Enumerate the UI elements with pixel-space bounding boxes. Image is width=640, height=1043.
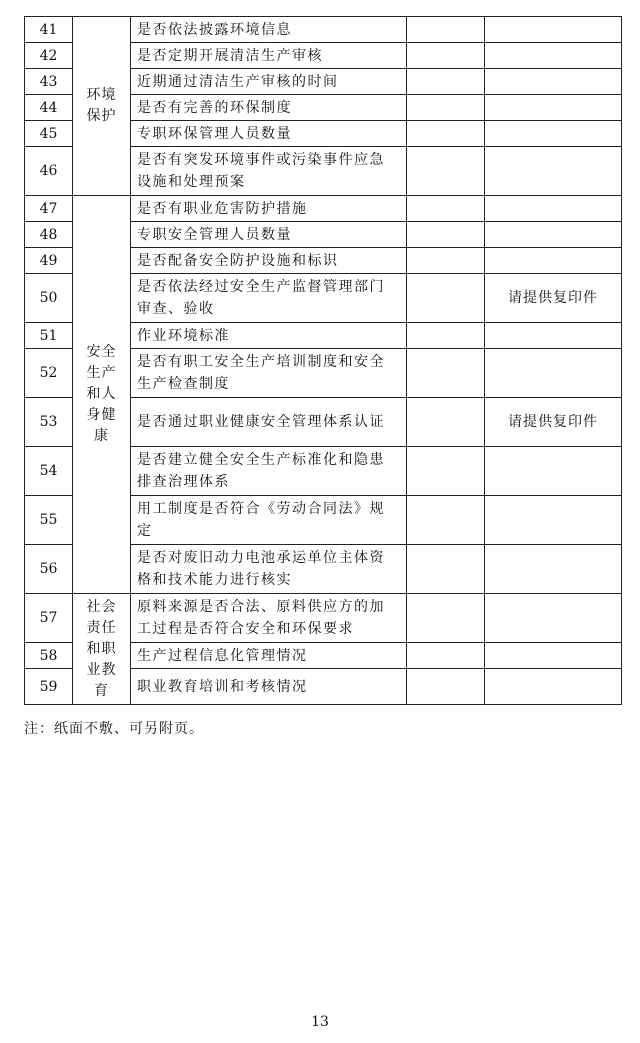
row-item: 原料来源是否合法、原料供应方的加工过程是否符合安全和环保要求 (131, 594, 407, 643)
inspection-table (24, 16, 622, 705)
row-item: 是否定期开展清洁生产审核 (131, 43, 407, 69)
remark-cell: 请提供复印件 (485, 274, 622, 323)
row-item: 是否通过职业健康安全管理体系认证 (131, 398, 407, 447)
category-safety-health: 安全 生产 和人 身健 康 (73, 196, 131, 594)
remark-cell (485, 95, 622, 121)
answer-cell[interactable] (407, 43, 485, 69)
category-social-responsibility: 社会 责任 和职 业教 育 (73, 594, 131, 705)
row-item: 生产过程信息化管理情况 (131, 643, 407, 669)
table-row (25, 196, 622, 222)
answer-cell[interactable] (407, 496, 485, 545)
answer-cell[interactable] (407, 274, 485, 323)
row-number: 46 (25, 147, 73, 196)
answer-cell[interactable] (407, 349, 485, 398)
remark-cell (485, 69, 622, 95)
row-number: 52 (25, 349, 73, 398)
answer-cell[interactable] (407, 594, 485, 643)
answer-cell[interactable] (407, 121, 485, 147)
row-number: 54 (25, 447, 73, 496)
answer-cell[interactable] (407, 95, 485, 121)
table-row (25, 17, 622, 43)
answer-cell[interactable] (407, 222, 485, 248)
row-number: 44 (25, 95, 73, 121)
remark-cell (485, 248, 622, 274)
row-item: 是否有职工安全生产培训制度和安全生产检查制度 (131, 349, 407, 398)
answer-cell[interactable] (407, 17, 485, 43)
row-item: 是否依法经过安全生产监督管理部门审查、验收 (131, 274, 407, 323)
remark-cell: 请提供复印件 (485, 398, 622, 447)
row-number: 49 (25, 248, 73, 274)
remark-cell (485, 147, 622, 196)
row-item: 是否有完善的环保制度 (131, 95, 407, 121)
answer-cell[interactable] (407, 545, 485, 594)
answer-cell[interactable] (407, 669, 485, 705)
answer-cell[interactable] (407, 447, 485, 496)
answer-cell[interactable] (407, 69, 485, 95)
answer-cell[interactable] (407, 643, 485, 669)
row-number: 45 (25, 121, 73, 147)
row-item: 作业环境标准 (131, 323, 407, 349)
row-item: 是否配备安全防护设施和标识 (131, 248, 407, 274)
remark-cell (485, 669, 622, 705)
row-number: 58 (25, 643, 73, 669)
row-number: 50 (25, 274, 73, 323)
remark-cell (485, 545, 622, 594)
row-item: 近期通过清洁生产审核的时间 (131, 69, 407, 95)
remark-cell (485, 323, 622, 349)
row-number: 56 (25, 545, 73, 594)
row-number: 55 (25, 496, 73, 545)
row-item: 专职安全管理人员数量 (131, 222, 407, 248)
row-item: 是否对废旧动力电池承运单位主体资格和技术能力进行核实 (131, 545, 407, 594)
answer-cell[interactable] (407, 248, 485, 274)
table-row (25, 594, 622, 643)
row-number: 53 (25, 398, 73, 447)
answer-cell[interactable] (407, 196, 485, 222)
answer-cell[interactable] (407, 398, 485, 447)
row-item: 是否有突发环境事件或污染事件应急设施和处理预案 (131, 147, 407, 196)
row-number: 43 (25, 69, 73, 95)
answer-cell[interactable] (407, 147, 485, 196)
answer-cell[interactable] (407, 323, 485, 349)
remark-cell (485, 43, 622, 69)
footnote: 注：纸面不敷、可另附页。 (24, 721, 204, 737)
row-number: 57 (25, 594, 73, 643)
row-number: 59 (25, 669, 73, 705)
remark-cell (485, 222, 622, 248)
row-item: 专职环保管理人员数量 (131, 121, 407, 147)
page-number: 13 (311, 1014, 329, 1030)
row-item: 是否有职业危害防护措施 (131, 196, 407, 222)
row-number: 42 (25, 43, 73, 69)
row-number: 47 (25, 196, 73, 222)
row-number: 41 (25, 17, 73, 43)
remark-cell (485, 17, 622, 43)
remark-cell (485, 447, 622, 496)
remark-cell (485, 496, 622, 545)
row-item: 是否建立健全安全生产标准化和隐患排查治理体系 (131, 447, 407, 496)
row-number: 48 (25, 222, 73, 248)
remark-cell (485, 196, 622, 222)
row-item: 职业教育培训和考核情况 (131, 669, 407, 705)
category-environment: 环境 保护 (73, 17, 131, 196)
row-item: 是否依法披露环境信息 (131, 17, 407, 43)
remark-cell (485, 121, 622, 147)
remark-cell (485, 594, 622, 643)
remark-cell (485, 643, 622, 669)
row-number: 51 (25, 323, 73, 349)
remark-cell (485, 349, 622, 398)
row-item: 用工制度是否符合《劳动合同法》规定 (131, 496, 407, 545)
